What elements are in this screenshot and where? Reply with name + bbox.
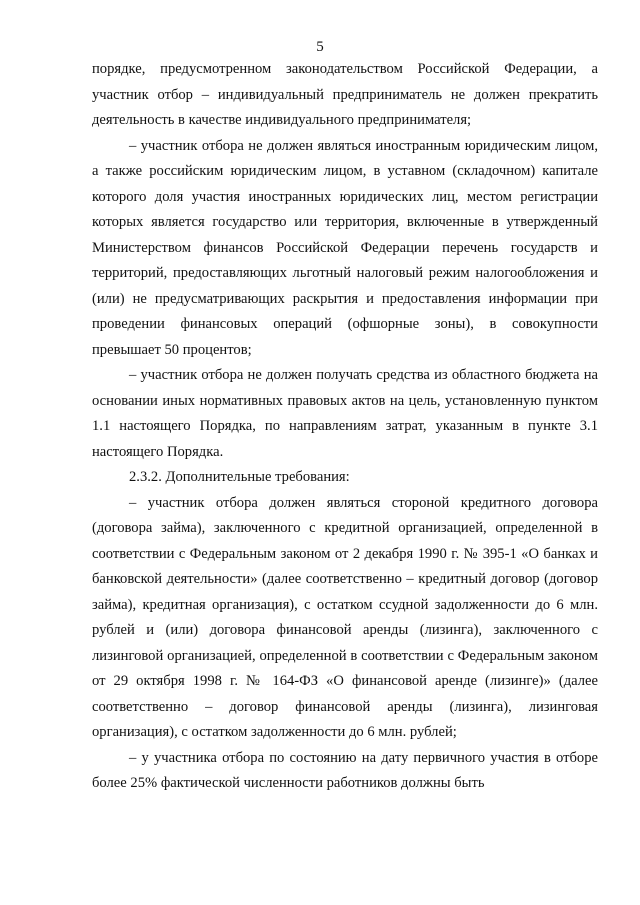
document-body [92,57,598,797]
paragraph-regional-budget-requirement: – участник отбора не должен получать средства из областного бюджета на основании иных нормативных правовых актов на цель, установленную пунктом 1.1 настоящего Порядка, по направлениям затрат, указанным в пункте 3.1 настоящего Порядка. [92,367,598,460]
paragraph-foreign-entity-requirement: – участник отбора не должен являться иностранным юридическим лицом, а также российским юридическим лицом, в уставном (складочном) капитале которого доля участия иностранных юридических лиц, местом регистрации которых является государство или территория, включенные в утвержденный Министерством финансов Российской Федерации перечень государств и территорий, предоставляющих льготный налоговый режим налогообложения и (или) не предусматривающих раскрытия и предоставления информации при проведении финансовых операций (офшорные зоны), в совокупности превышает 50 процентов; [92,137,598,358]
paragraph-employees-requirement: – у участника отбора по состоянию на дату первичного участия в отборе более 25% фактической численности работников должны быть [92,749,598,791]
paragraph-section-heading: 2.3.2. Дополнительные требования: [129,469,350,485]
paragraph-credit-agreement-requirement: – участник отбора должен являться стороной кредитного договора (договора займа), заключенного с кредитной организацией, определенной в соответствии с Федеральным законом от 2 декабря 1990 г. № 395-1 «О банках и банковской деятельности» (далее соответственно – кредитный договор (договор займа), кредитная организация), с остатком ссудной задолженности до 6 млн. рублей и (или) договора финансовой аренды (лизинга), заключенного с лизинговой организацией, определенной в соответствии с Федеральным законом от 29 октября 1998 г. № 164-ФЗ «О финансовой аренде (лизинге)» (далее соответственно – договор финансовой аренды (лизинга), лизинговая организация), с остатком задолженности до 6 млн. рублей; [92,494,598,740]
page-number: 5 [316,39,324,55]
paragraph-continuation: порядке, предусмотренном законодательством Российской Федерации, а участник отбор – индивидуальный предприниматель не должен прекратить деятельность в качестве индивидуального предпринимателя; [92,61,598,128]
